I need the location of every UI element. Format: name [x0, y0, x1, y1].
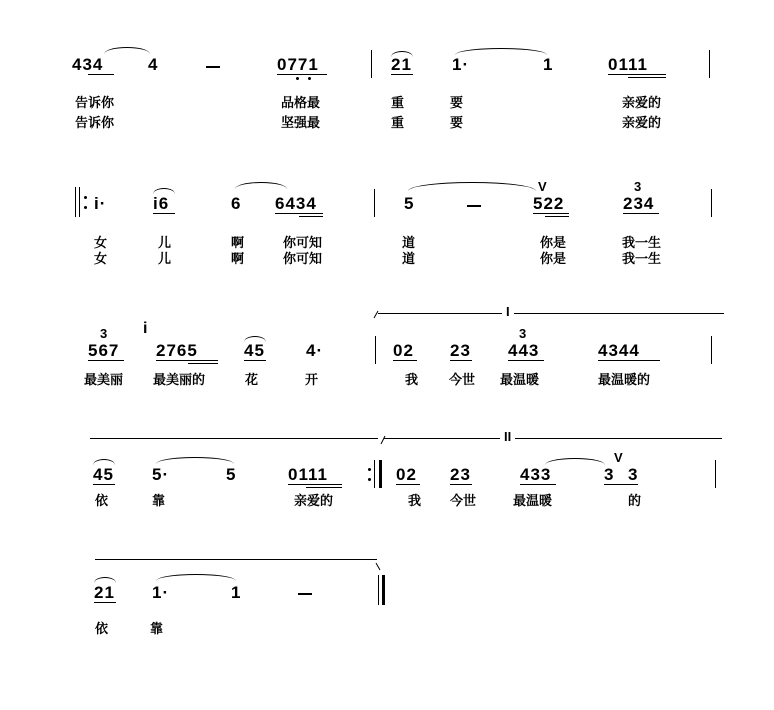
lyric: 最美丽 — [84, 373, 124, 388]
lyric: 开 — [305, 373, 319, 388]
note-group: 5 — [226, 465, 237, 484]
lyric: 最美丽的 — [153, 373, 206, 388]
lyric: 儿 — [158, 252, 172, 267]
lyric: 亲爱的 — [294, 494, 334, 509]
note-group: 45 — [93, 465, 114, 484]
lyric: 你可知 — [283, 236, 323, 251]
lyric: 道 — [402, 236, 416, 251]
triplet-mark: 3 — [519, 326, 527, 341]
note-group: 3 — [628, 465, 639, 484]
grace-note: i — [143, 320, 148, 337]
note-group: 4 — [148, 55, 159, 74]
lyric: 最温暖 — [500, 373, 540, 388]
lyric: 今世 — [449, 373, 476, 388]
note-group: 4· — [306, 341, 324, 360]
lyric: 今世 — [450, 494, 477, 509]
lyric: 我 — [405, 373, 419, 388]
note-group: 21 — [391, 55, 412, 74]
note-group: 45 — [244, 341, 265, 360]
lyric: 告诉你 — [75, 116, 115, 131]
lyric: 依 — [95, 494, 109, 509]
volta-label: I — [502, 305, 514, 319]
lyric: 女 — [94, 252, 108, 267]
note-group: i6 — [153, 194, 170, 213]
lyric: 重 — [391, 96, 405, 111]
note-group: 3 — [604, 465, 615, 484]
note-group: 1· — [452, 55, 470, 74]
note-group: 522 — [533, 194, 565, 213]
lyric: 我一生 — [622, 252, 662, 267]
note-group: 433 — [520, 465, 552, 484]
note-group: 21 — [94, 583, 115, 602]
note-group: 443 — [508, 341, 540, 360]
lyric: 要 — [450, 96, 464, 111]
triplet-mark: 3 — [100, 326, 108, 341]
lyric: 最温暖的 — [598, 373, 651, 388]
note-group: 0111 — [288, 465, 328, 484]
lyric: 道 — [402, 252, 416, 267]
breath-mark: V — [538, 179, 547, 194]
lyric: 啊 — [231, 236, 245, 251]
note-group: 6434 — [275, 194, 317, 213]
lyric: 你是 — [540, 236, 567, 251]
lyric: 啊 — [231, 252, 245, 267]
note-group: 1 — [543, 55, 554, 74]
lyric: 品格最 — [281, 96, 321, 111]
note-group: 23 — [450, 341, 471, 360]
lyric: 坚强最 — [281, 116, 321, 131]
note-group: i· — [94, 194, 107, 213]
note-group: 1 — [231, 583, 242, 602]
lyric: 亲爱的 — [622, 116, 662, 131]
note-group: 4344 — [598, 341, 640, 360]
triplet-mark: 3 — [634, 179, 642, 194]
note-group: 5· — [152, 465, 170, 484]
lyric: 花 — [245, 373, 259, 388]
note-group: 5 — [404, 194, 415, 213]
note-group: 234 — [623, 194, 655, 213]
lyric: 最温暖 — [513, 494, 553, 509]
note-group: 1· — [152, 583, 170, 602]
lyric: 告诉你 — [75, 96, 115, 111]
note-group: 2765 — [156, 341, 198, 360]
note-group: 434 — [72, 55, 104, 74]
lyric: 你可知 — [283, 252, 323, 267]
lyric: 我 — [408, 494, 422, 509]
lyric: 的 — [628, 494, 642, 509]
lyric: 靠 — [150, 622, 164, 637]
note-group: 6 — [231, 194, 242, 213]
lyric: 依 — [95, 622, 109, 637]
lyric: 我一生 — [622, 236, 662, 251]
lyric: 亲爱的 — [622, 96, 662, 111]
lyric: 女 — [94, 236, 108, 251]
note-group: 02 — [393, 341, 414, 360]
note-group: 567 — [88, 341, 120, 360]
note-group: 0771 — [277, 55, 319, 74]
note-group: 23 — [450, 465, 471, 484]
note-group: 0111 — [608, 55, 648, 74]
lyric: 要 — [450, 116, 464, 131]
breath-mark: V — [614, 450, 623, 465]
lyric: 靠 — [152, 494, 166, 509]
lyric: 重 — [391, 116, 405, 131]
volta-label: II — [500, 430, 515, 444]
lyric: 儿 — [158, 236, 172, 251]
note-group: 02 — [396, 465, 417, 484]
lyric: 你是 — [540, 252, 567, 267]
